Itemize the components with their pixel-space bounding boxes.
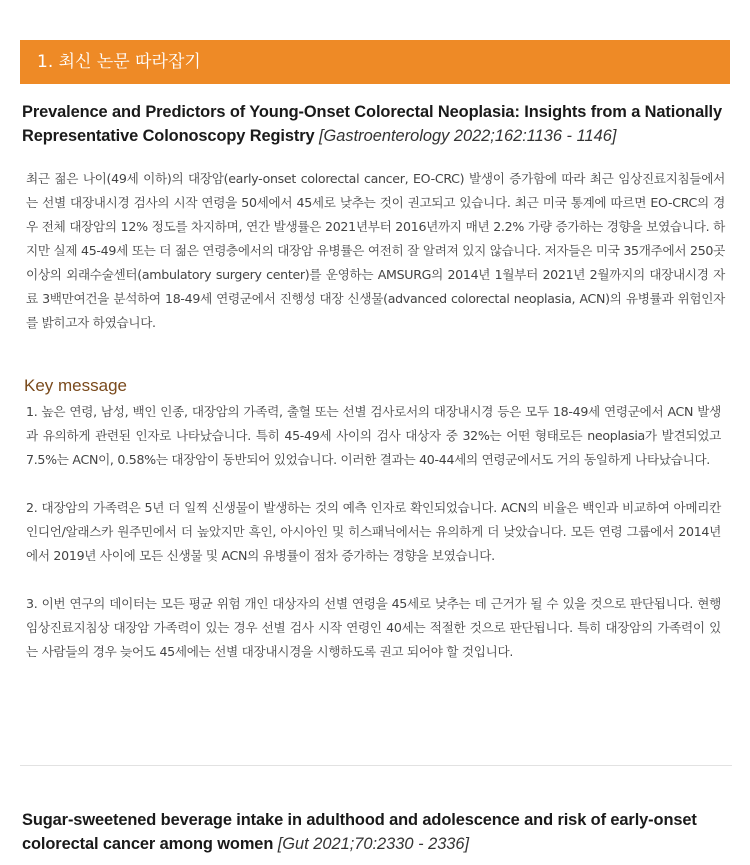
key-message-list: [26, 400, 721, 688]
key-message-item: 1. 높은 연령, 남성, 백인 인종, 대장암의 가족력, 출혈 또는 선별 검사로서의 대장내시경 등은 모두 18-49세 연령군에서 ACN 발생과 유의하게 관련된 인자로 나타났습니다. 특히 45-49세 사이의 검사 대상자 중 32%는 어떤 형태로든 neoplasia가 발견되었고 7.5%는 ACN이, 0.58%는 대장암이 동반되어 있었습니다. 이러한 결과는 40-44세의 연령군에서도 거의 동일하게 나타났습니다.: [26, 404, 721, 467]
divider: [20, 765, 732, 766]
section-header: [20, 40, 730, 84]
paper-2-title: Sugar-sweetened beverage intake in adulthood and adolescence and risk of early-onset colorectal cancer among women: [22, 811, 697, 853]
key-message-item: 2. 대장암의 가족력은 5년 더 일찍 신생물이 발생하는 것의 예측 인자로 확인되었습니다. ACN의 비율은 백인과 비교하여 아메리칸 인디언/알래스카 원주민에서 더 높았지만 흑인, 아시아인 및 히스패닉에서는 유의하게 더 낮았습니다. 모든 연령 그룹에서 2014년에서 2019년 사이에 모든 신생물 및 ACN의 유병률이 점차 증가하는 경향을 보였습니다.: [26, 500, 721, 563]
key-message-heading: Key message: [24, 376, 127, 395]
paper-2-citation: [Gut 2021;70:2330 - 2336]: [277, 835, 470, 853]
key-message-item: 3. 이번 연구의 데이터는 모든 평균 위험 개인 대상자의 선별 연령을 45세로 낮추는 데 근거가 될 수 있을 것으로 판단됩니다. 현행 임상진료지침상 대장암 가족력이 있는 경우 선별 검사 시작 연령인 40세는 적절한 것으로 판단됩니다. 특히 대장암의 가족력이 있는 사람들의 경우 늦어도 45세에는 선별 대장내시경을 시행하도록 권고 되어야 할 것입니다.: [26, 596, 721, 659]
section-title: 1. 최신 논문 따라잡기: [37, 52, 201, 72]
paper-1-abstract: 최근 젊은 나이(49세 이하)의 대장암(early-onset colorectal cancer, EO-CRC) 발생이 증가함에 따라 최근 임상진료지침들에서는 선별 대장내시경 검사의 시작 연령을 50세에서 45세로 낮추는 것이 권고되고 있습니다. 최근 미국 통계에 따르면 EO-CRC의 경우 전체 대장암의 12% 정도를 차지하며, 연간 발생률은 2021년부터 2016년까지 매년 2.2% 가량 증가하는 경향을 보였습니다. 하지만 실제 45-49세 또는 더 젊은 연령층에서의 대장암 유병률은 여전히 잘 알려져 있지 않습니다. 저자들은 미국 35개주에서 250곳 이상의 외래수술센터(ambulatory surgery center)를 운영하는 AMSURG의 2014년 1월부터 2021년 2월까지의 대장내시경 자료 3백만여건을 분석하여 18-49세 연령군에서 진행성 대장 신생물(advanced colorectal neoplasia, ACN)의 유병률과 위험인자를 밝히고자 하였습니다.: [26, 171, 725, 330]
paper-2-heading: [22, 808, 734, 856]
paper-1-title: Prevalence and Predictors of Young-Onset Colorectal Neoplasia: Insights from a Nationally Representative Colonoscopy Registry: [22, 103, 723, 145]
paper-1-citation: [Gastroenterology 2022;162:1136 - 1146]: [319, 127, 617, 145]
paper-1-heading: [22, 100, 734, 148]
